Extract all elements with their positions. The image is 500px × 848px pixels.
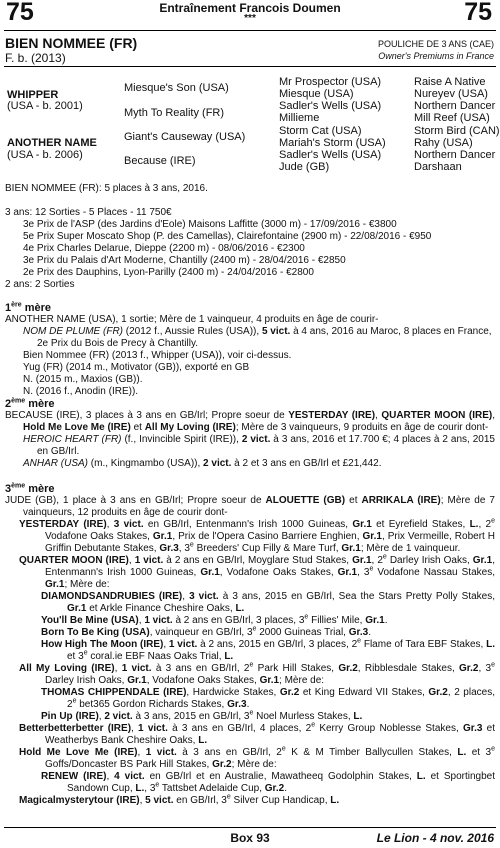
wins: 3 vict. [113, 519, 144, 530]
grade: L. [469, 519, 479, 530]
text: Vodafone Oaks Stakes, [45, 531, 153, 542]
text: Park Hill Stakes, [253, 663, 339, 674]
produce-name: Magicalmysterytour (IRE) [19, 795, 140, 806]
horse-type: POULICHE DE 3 ANS (CAE) [377, 39, 494, 49]
text: , 2 [478, 519, 492, 530]
produce-hold-me-love-me [5, 747, 495, 771]
horse-type-box [378, 38, 494, 62]
text: à 3 ans, 2016 et 17.700 €; 4 places à 2 ans, 2015 en GB/Irl. [37, 434, 495, 457]
text: Fillies' Mile, [308, 615, 366, 626]
text: Silver Cup Handicap, [230, 795, 331, 806]
gen3b-1: Raise A Native [414, 76, 486, 88]
footer-rule [4, 827, 496, 828]
text: Darley Irish Oaks, [386, 555, 473, 566]
wins: 3 vict. [189, 591, 219, 602]
text: , 3 [144, 783, 156, 794]
text: , [106, 771, 115, 782]
text: Goffs/Doncaster BS Park Hill Stakes, [45, 759, 213, 770]
produce-name: Betterbetterbetter (IRE) [19, 723, 132, 734]
gen3a-2: Miesque (USA) [279, 88, 354, 100]
sup: e [304, 613, 309, 621]
wins: 5 vict. [261, 326, 291, 337]
produce-name: HEROIC HEART (FR) [23, 434, 122, 445]
sup: e [491, 517, 496, 525]
text: K & M Timber Ballycullen Stakes, [285, 747, 458, 758]
horse-desc: F. b. (2013) [5, 51, 66, 65]
stars: *** [244, 13, 256, 24]
grade: Gr.3 [159, 543, 179, 554]
top-rule [4, 30, 496, 31]
text: , 3 [478, 663, 492, 674]
wins: 5 vict. [145, 795, 174, 806]
produce-5: N. (2016 f., Anodin (IRE)). [23, 386, 139, 397]
text: et [130, 422, 145, 433]
text: . [368, 627, 371, 638]
grade: Gr.1 [200, 567, 220, 578]
sup: e [189, 541, 194, 549]
ordinal-sup: ère [11, 301, 22, 309]
grade: Gr.3 [462, 723, 483, 734]
grade: Gr.1 [472, 555, 493, 566]
produce-born-to-be-king [5, 627, 495, 639]
produce-name: All My Loving (IRE) [19, 663, 115, 674]
text: et King Edward VII Stakes, [299, 687, 429, 698]
sup: e [491, 661, 496, 669]
text: coral.ie EBF Naas Oaks Trial, [87, 651, 225, 662]
text: BECAUSE (IRE), 3 places à 3 ans en GB/Irl; Propre soeur de [5, 410, 289, 421]
second-dam-intro [5, 410, 495, 434]
grade: L. [135, 783, 145, 794]
produce-1 [5, 326, 495, 350]
gen3a-1: Mr Prospector (USA) [279, 76, 382, 88]
text: , Vodafone Oaks Stakes, [219, 567, 338, 578]
text: à 2 ans, 2015 en GB/Irl, 3 places, 2 [197, 639, 358, 650]
text: ; Mère de 3 vainqueurs, 9 produits en âge de courir dont- [235, 422, 489, 433]
text: à 2 et 3 ans en GB/Irl et £21,442. [231, 458, 382, 469]
first-dam-heading [5, 302, 495, 314]
produce-youll-be-mine [5, 615, 495, 627]
grade: Gr.1 [337, 567, 358, 578]
text: bet365 Gordon Richards Stakes, [76, 699, 228, 710]
spacer [5, 195, 495, 207]
text: , Ribblesdale Stakes, [357, 663, 460, 674]
sup: e [249, 709, 254, 717]
sup: e [382, 553, 387, 561]
produce-quarter-moon [5, 555, 495, 591]
produce-name: QUARTER MOON (IRE) [19, 555, 129, 566]
ordinal: 3 [5, 483, 12, 495]
race-line: 3e Prix du Palais d'Art Moderne, Chantilly (2400 m) - 28/04/2016 - €2850 [23, 255, 346, 266]
heading-label: mère [28, 483, 55, 495]
grade: Gr.1 [127, 675, 147, 686]
gen3a-8: Jude (GB) [279, 161, 330, 173]
text: à 2 ans en GB/Irl, Moyglare Stud Stakes, [163, 555, 353, 566]
gen3b-2: Nureyev (USA) [414, 88, 488, 100]
text: , [138, 615, 145, 626]
produce-4: N. (2015 m., Maxios (GB)). [23, 374, 143, 385]
gen3a-4: Millieme [279, 112, 320, 124]
gen2-4: Because (IRE) [124, 155, 196, 167]
text: , vainqueur en GB/Irl, 3 [149, 627, 253, 638]
grade: Gr.1 [362, 531, 382, 542]
owner-premiums: Owner's Premiums in France [378, 51, 494, 61]
gen3b-7: Northern Dancer [414, 149, 496, 161]
text: , [128, 555, 135, 566]
gen3a-3: Sadler's Wells (USA) [279, 100, 382, 112]
produce-yesterday [5, 519, 495, 555]
gen3a-5: Storm Cat (USA) [279, 125, 362, 137]
lot-number-left: 75 [6, 0, 34, 26]
produce-anhar [5, 458, 495, 470]
text: , 3 [178, 543, 190, 554]
grade: L. [353, 711, 363, 722]
grade: L. [416, 771, 426, 782]
grade: Gr.2 [264, 783, 285, 794]
third-dam-intro [5, 495, 495, 519]
text: et 3 [466, 747, 492, 758]
text: , [492, 410, 495, 421]
text: et Arkle Finance Cheshire Oaks, [86, 603, 236, 614]
first-dam-intro: ANOTHER NAME (USA), 1 sortie; Mère de 1 vainqueur, 4 produits en âge de courir- [5, 314, 379, 325]
produce-2: Bien Nommee (FR) (2013 f., Whipper (USA)), voir ci-dessus. [23, 350, 292, 361]
wins: 2 vict. [203, 458, 232, 469]
text: , [182, 591, 190, 602]
text: à 3 ans, 2015 en GB/Irl, 3 [132, 711, 250, 722]
sire-name: WHIPPER [7, 89, 59, 101]
text: 2000 Guineas Trial, [256, 627, 349, 638]
sibling: YESTERDAY (IRE) [288, 410, 376, 421]
grade: Gr.1 [45, 579, 65, 590]
text: à 3 ans en GB/Irl, 4 places, 2 [167, 723, 312, 734]
ordinal-sup: ème [11, 482, 26, 490]
text: à 2 ans en GB/Irl, 3 places, 3 [172, 615, 305, 626]
text: , Hardwicke Stakes, [186, 687, 280, 698]
text: ; Mère de: [64, 579, 110, 590]
text: , [137, 747, 146, 758]
grade: L. [198, 735, 208, 746]
produce-name: DIAMONDSANDRUBIES (IRE) [41, 591, 183, 602]
produce-name: THOMAS CHIPPENDALE (IRE) [41, 687, 187, 698]
grade: L. [457, 747, 467, 758]
heading-label: mère [24, 302, 51, 314]
race-line: 2e Prix des Dauphins, Lyon-Parilly (2400 m) - 24/04/2016 - €2800 [23, 267, 314, 278]
wins: 1 vict. [144, 615, 173, 626]
sale-source: Le Lion - 4 nov. 2016 [376, 831, 494, 845]
produce-name: Born To Be King (USA) [41, 627, 150, 638]
wins: 1 vict. [134, 555, 164, 566]
grade: Gr.2 [428, 687, 448, 698]
text: en GB/Irl et en Australie, Mawatheeq Godolphin Stakes, [144, 771, 417, 782]
grade: Gr.2 [212, 759, 232, 770]
produce-name: NOM DE PLUME (FR) [23, 326, 123, 337]
text: et 3 [67, 651, 84, 662]
sup: e [369, 565, 374, 573]
race-line: 3e Prix de l'ASP (des Jardins d'Eole) Maisons Laffitte (3000 m) - 17/09/2016 - €3800 [23, 219, 397, 230]
produce-name: You'll Be Mine (USA) [41, 615, 139, 626]
text: , Entenmann's Irish 1000 Guineas, [45, 555, 495, 578]
sup: e [281, 745, 286, 753]
grade: Gr.3 [348, 627, 369, 638]
horse-name: BIEN NOMMEE (FR) [5, 35, 138, 51]
sibling: Hold Me Love Me (IRE) [23, 422, 131, 433]
text: , [139, 795, 146, 806]
grade: L. [235, 603, 245, 614]
text: Vodafone Nassau Stakes, [373, 567, 495, 578]
text: Darley Irish Oaks, [45, 675, 128, 686]
grade: Gr.1 [352, 519, 372, 530]
gen3a-7: Sadler's Wells (USA) [279, 149, 382, 161]
produce-magicalmysterytour [5, 795, 495, 807]
text: ; Mère de 1 vainqueur. [360, 543, 461, 554]
text: Tattsbet Adelaide Cup, [159, 783, 265, 794]
grade: Gr.2 [279, 687, 300, 698]
text: (f., Invincible Spirit (IRE)), [121, 434, 242, 445]
third-dam-section [5, 483, 495, 807]
race-line: 5e Prix Super Moscato Shop (P. des Camellas), Clairefontaine (2900 m) - 22/08/2016 - €950 [23, 231, 432, 242]
produce-renew [5, 771, 495, 795]
produce-3: Yug (FR) (2014 m., Motivator (GB)), exporté en GB [23, 362, 250, 373]
text: , Vodafone Oaks Stakes, [146, 675, 260, 686]
text: à 3 ans en GB/Irl, 2 [151, 663, 250, 674]
text: et Weatherbys Bank Cheshire Oaks, [45, 723, 495, 746]
sup: e [83, 649, 88, 657]
produce-name: Pin Up (IRE) [41, 711, 99, 722]
text: (m., Kingmambo (USA)), [88, 458, 204, 469]
grade: Gr.1 [67, 603, 87, 614]
consignor-title: Entraînement Francois Doumen [159, 1, 341, 15]
gen3b-4: Mill Reef (USA) [414, 112, 490, 124]
produce-name: ANHAR (USA) [23, 458, 89, 469]
produce-how-high-the-moon [5, 639, 495, 663]
text: , [163, 639, 169, 650]
text: , [114, 663, 122, 674]
produce-all-my-loving [5, 663, 495, 687]
grade: L. [224, 651, 234, 662]
text: à 4 ans, 2016 au Maroc, 8 places en France, 2e Prix du Bois de Precy à Chantilly. [37, 326, 492, 349]
produce-pin-up [5, 711, 495, 723]
sup: e [357, 637, 362, 645]
produce-heroic-heart [5, 434, 495, 458]
text: et Sportingbet Sandown Cup, [67, 771, 495, 794]
grade: Gr.1 [259, 675, 280, 686]
pedigree-rule [4, 66, 496, 67]
grade: Gr.1 [341, 543, 361, 554]
gen3a-6: Mariah's Storm (USA) [279, 137, 386, 149]
third-dam-heading [5, 483, 495, 495]
gen3b-5: Storm Bird (CAN) [414, 125, 500, 137]
wins: 2 vict. [104, 711, 133, 722]
second-dam-heading [5, 398, 495, 410]
produce-diamondsandrubies [5, 591, 495, 615]
text: en GB/Irl, Entenmann's Irish 1000 Guineas, [143, 519, 353, 530]
gen2-2: Myth To Reality (FR) [124, 107, 225, 119]
text: Noel Murless Stakes, [253, 711, 354, 722]
sup: e [72, 697, 77, 705]
sibling: QUARTER MOON (IRE) [381, 410, 493, 421]
sire-info: (USA - b. 2001) [7, 100, 83, 112]
text: , Prix Vermeille, Robert H Griffin Debutante Stakes, [45, 531, 496, 554]
text: , Prix de l'Opera Casino Barriere Enghien, [172, 531, 363, 542]
text: à 3 ans, 2015 en GB/Irl, Sea the Stars Pretty Polly Stakes, [218, 591, 495, 602]
produce-name: How High The Moon (IRE) [41, 639, 164, 650]
gen3b-8: Darshaan [414, 161, 462, 173]
text: ; Mère de: [231, 759, 277, 770]
sup: e [155, 781, 160, 789]
sup: e [249, 661, 254, 669]
text: . [384, 615, 388, 626]
wins: 2 vict. [241, 434, 271, 445]
gen2-1: Miesque's Son (USA) [124, 82, 229, 94]
text: , [375, 410, 382, 421]
grade: Gr.2 [338, 663, 358, 674]
text: Flame of Tara EBF Stakes, [361, 639, 487, 650]
dam-info: (USA - b. 2006) [7, 149, 83, 161]
text: , [98, 711, 105, 722]
grade: Gr.1 [365, 615, 385, 626]
produce-thomas-chippendale [5, 687, 495, 711]
text: en GB/Irl, 3 [173, 795, 227, 806]
race-record [5, 183, 495, 291]
wins: 1 vict. [168, 639, 198, 650]
text: , 3 [357, 567, 370, 578]
text: . [284, 783, 288, 794]
ordinal: 2 [5, 398, 12, 410]
produce-name: YESTERDAY (IRE) [19, 519, 107, 530]
grade: Gr.3 [227, 699, 247, 710]
sibling: All My Loving (IRE) [144, 422, 236, 433]
text: , [106, 519, 114, 530]
second-dam-section [5, 398, 495, 470]
text: à 3 ans en GB/Irl, 2 [176, 747, 282, 758]
gen3b-6: Rahy (USA) [414, 137, 473, 149]
grade: Gr.1 [352, 555, 372, 566]
heading-label: mère [28, 398, 55, 410]
race-line: 4e Prix Charles Delarue, Dieppe (2200 m) - 08/06/2016 - €2300 [23, 243, 305, 254]
text: JUDE (GB), 1 place à 3 ans en GB/Irl; Propre soeur de [5, 495, 266, 506]
text: (2012 f., Aussie Rules (USA)), [123, 326, 262, 337]
ordinal-sup: ème [11, 397, 26, 405]
text: , 2 places, 2 [67, 687, 495, 710]
text: ; Mère de: [279, 675, 325, 686]
sibling: ALOUETTE (GB) [265, 495, 346, 506]
produce-betterbetterbetter [5, 723, 495, 747]
record-summary: BIEN NOMMEE (FR): 5 places à 3 ans, 2016. [5, 183, 208, 194]
wins: 1 vict. [138, 723, 168, 734]
gen3b-3: Northern Dancer [414, 100, 496, 112]
grade: L. [330, 795, 340, 806]
wins: 1 vict. [121, 663, 152, 674]
text: . [246, 699, 250, 710]
gen2-3: Giant's Causeway (USA) [124, 131, 246, 143]
sibling: ARRIKALA (IRE) [361, 495, 441, 506]
produce-name: RENEW (IRE) [41, 771, 107, 782]
sup: e [491, 745, 495, 753]
text: Kerry Group Noblesse Stakes, [315, 723, 463, 734]
grade: Gr.2 [459, 663, 479, 674]
grade: Gr.1 [152, 531, 173, 542]
text: , 2 [371, 555, 383, 566]
sup: e [226, 793, 231, 801]
grade: L. [486, 639, 495, 650]
record-3yo: 3 ans: 12 Sorties - 5 Places - 11 750€ [5, 207, 172, 218]
dam-name: ANOTHER NAME [7, 137, 97, 149]
record-2yo: 2 ans: 2 Sorties [5, 279, 75, 290]
text: ; Mère de 7 vainqueurs, 12 produits en âge de courir dont- [23, 495, 495, 518]
produce-name: Hold Me Love Me (IRE) [19, 747, 138, 758]
text: et [345, 495, 362, 506]
text: Breeders' Cup Filly & Mare Turf, [193, 543, 342, 554]
text: , [131, 723, 139, 734]
wins: 1 vict. [145, 747, 177, 758]
ordinal: 1 [5, 302, 12, 314]
sup: e [252, 625, 257, 633]
lot-number-right: 75 [464, 0, 492, 26]
first-dam-section [5, 302, 495, 398]
box-number: Box 93 [230, 831, 270, 845]
text: et Eyrefield Stakes, [371, 519, 470, 530]
sup: e [311, 721, 316, 729]
wins: 4 vict. [114, 771, 145, 782]
